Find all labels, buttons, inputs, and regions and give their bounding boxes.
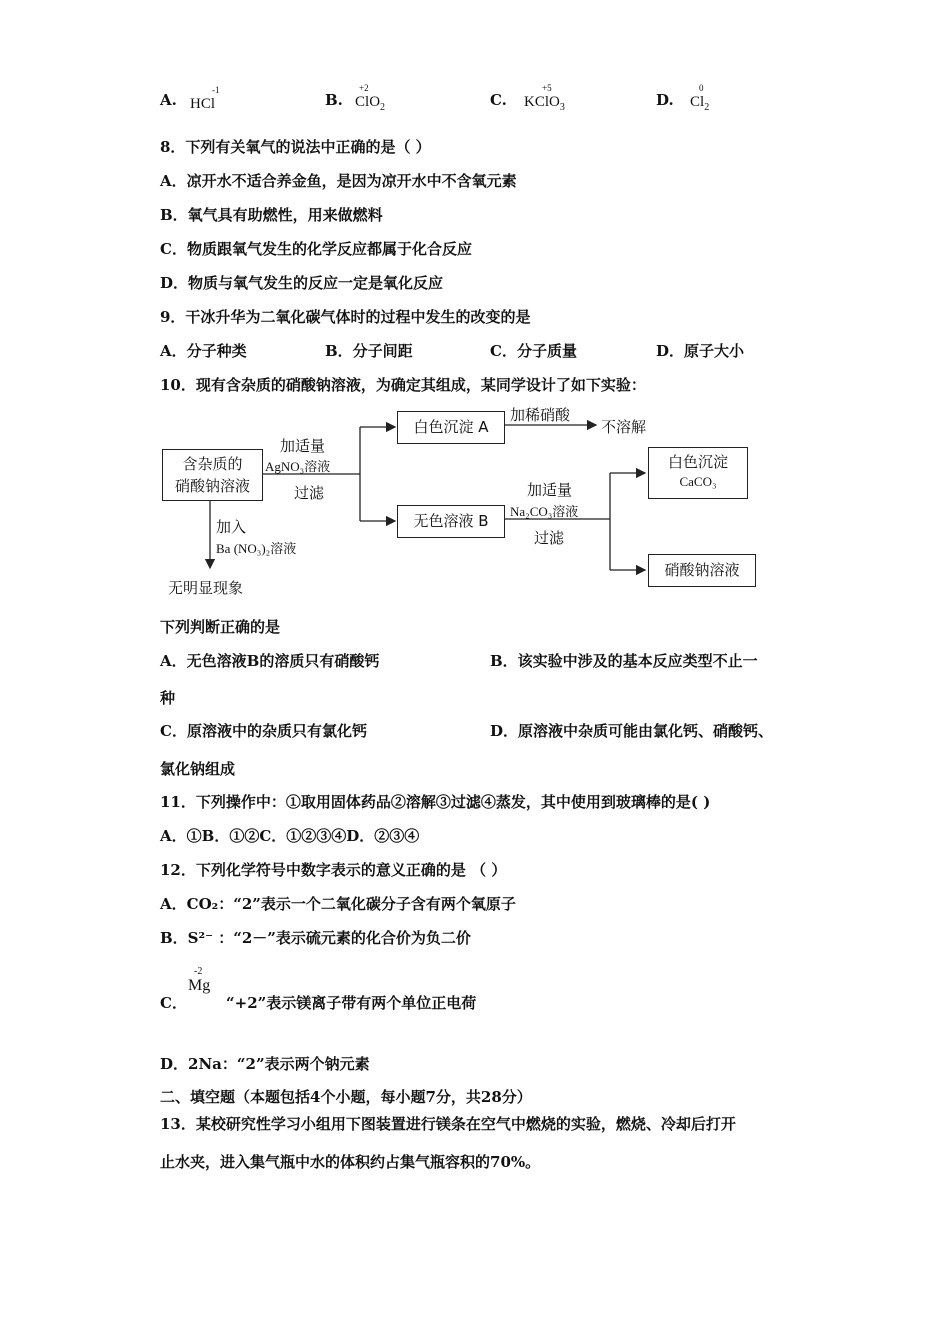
q8-option-a: A．凉开水不适合养金鱼，是因为凉开水中不含氧元素 xyxy=(160,172,517,190)
q10-option-c: C．原溶液中的杂质只有氯化钙 xyxy=(160,722,367,740)
q10-prompt: 下列判断正确的是 xyxy=(160,618,281,636)
q13-line1: 13．某校研究性学习小组用下图装置进行镁条在空气中燃烧的实验，燃烧、冷却后打开 xyxy=(160,1115,736,1133)
q12-option-d: D．2Na：“2”表示两个钠元素 xyxy=(160,1055,370,1073)
q7-option-d-letter: D. xyxy=(656,91,674,109)
q12-option-c-letter: C． xyxy=(160,994,187,1012)
q10-option-a: A．无色溶液B的溶质只有硝酸钙 xyxy=(160,652,380,670)
q7-option-a-formula: -1 HCl xyxy=(190,94,215,114)
q11-options: A．①B．①②C．①②③④D．②③④ xyxy=(160,827,420,845)
down-label1: 加入 xyxy=(216,518,247,536)
box-b: 无色溶液 B xyxy=(397,505,505,538)
q7-option-d-valence: 0 xyxy=(699,83,704,93)
box-a-step: 加稀硝酸 xyxy=(510,406,571,424)
down-result: 无明显现象 xyxy=(168,579,244,597)
step1-top: 加适量 xyxy=(280,437,326,455)
q7-option-a-valence: -1 xyxy=(212,85,220,95)
q7-option-d-formula: 0 $Cl_2$ xyxy=(690,92,709,118)
q8-option-b: B．氧气具有助燃性，用来做燃料 xyxy=(160,206,383,224)
q9-option-c: C．分子质量 xyxy=(490,342,577,360)
section-heading: 二、填空题（本题包括4个小题，每小题7分，共28分） xyxy=(160,1088,532,1106)
q8-stem: 8．下列有关氧气的说法中正确的是（ ） xyxy=(160,138,431,156)
q9-option-d: D．原子大小 xyxy=(656,342,745,360)
q12-option-c-text: “+2”表示镁离子带有两个单位正电荷 xyxy=(226,994,477,1012)
box-nitrate: 硝酸钠溶液 xyxy=(648,554,756,587)
box-a-result: 不溶解 xyxy=(601,418,647,436)
step2-bottom: 过滤 xyxy=(534,529,565,547)
step2-reagent: Na₂CO₃溶液 xyxy=(510,504,579,519)
q7-option-c-formula: +5 KClO$_3$ xyxy=(524,92,565,118)
q12-stem: 12．下列化学符号中数字表示的意义正确的是 （ ） xyxy=(160,861,507,879)
q7-option-b-valence: +2 xyxy=(359,83,369,93)
q7-option-c-letter: C. xyxy=(490,91,507,109)
down-label2: Ba (NO₃)₂溶液 xyxy=(216,541,297,556)
q12-option-b: B．S²⁻ ：“2－”表示硫元素的化合价为负二价 xyxy=(160,929,471,947)
q9-stem: 9．干冰升华为二氧化碳气体时的过程中发生的改变的是 xyxy=(160,308,531,326)
q10-option-b-line1: B．该实验中涉及的基本反应类型不止一 xyxy=(490,652,758,670)
q12-option-c-symbol: -2 Mg xyxy=(188,966,211,994)
box-caco3: 白色沉淀 CaCO₃ xyxy=(648,447,748,499)
q7-option-b-letter: B. xyxy=(325,91,343,109)
box-a: 白色沉淀 A xyxy=(397,411,505,444)
q12-option-a: A．CO₂：“2”表示一个二氧化碳分子含有两个氧原子 xyxy=(160,895,516,913)
q10-stem: 10．现有含杂质的硝酸钠溶液，为确定其组成，某同学设计了如下实验： xyxy=(160,376,646,394)
q9-option-a: A．分子种类 xyxy=(160,342,247,360)
q13-line2: 止水夹，进入集气瓶中水的体积约占集气瓶容积的70%。 xyxy=(160,1153,541,1171)
q9-option-b: B．分子间距 xyxy=(325,342,413,360)
step1-reagent: AgNO₃溶液 xyxy=(265,459,331,474)
q7-option-a-letter: A. xyxy=(160,91,177,109)
q11-stem: 11．下列操作中：①取用固体药品②溶解③过滤④蒸发，其中使用到玻璃棒的是( ) xyxy=(160,793,711,811)
q10-option-b-line2: 种 xyxy=(160,689,176,707)
step1-bottom: 过滤 xyxy=(294,484,325,502)
q7-option-c-valence: +5 xyxy=(542,83,552,93)
box-start: 含杂质的 硝酸钠溶液 xyxy=(162,449,263,501)
step2-top: 加适量 xyxy=(527,481,573,499)
q7-option-b-formula: +2 ClO$_2$ xyxy=(355,92,385,118)
q8-option-d: D．物质与氧气发生的反应一定是氧化反应 xyxy=(160,274,444,292)
q10-option-d-line2: 氯化钠组成 xyxy=(160,760,236,778)
q8-option-c: C．物质跟氧气发生的化学反应都属于化合反应 xyxy=(160,240,472,258)
q10-option-d-line1: D．原溶液中杂质可能由氯化钙、硝酸钙、 xyxy=(490,722,774,740)
